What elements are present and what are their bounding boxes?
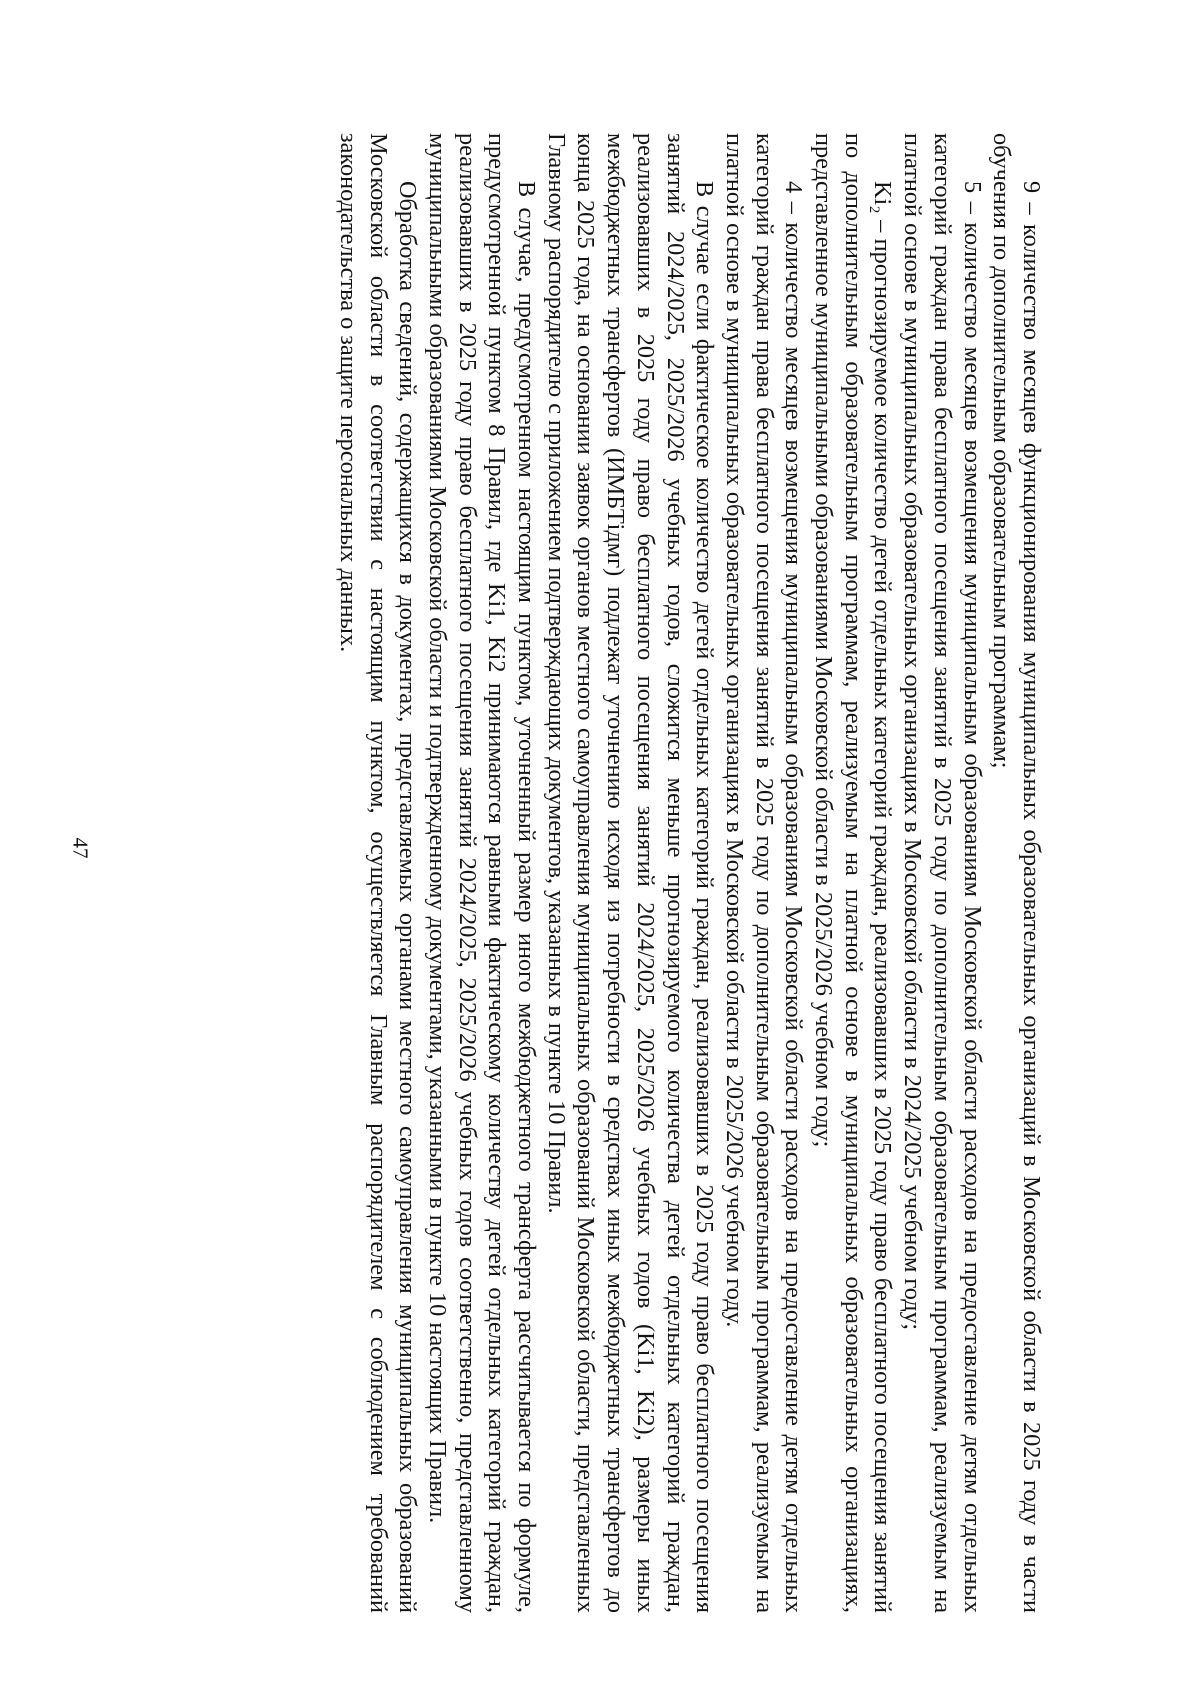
paragraph: Обработка сведений, содержащихся в документах, представляемых органами местного самоуправления муниципальных образований Московской области в соответствии с настоящим пунктом, осуществляется Главным распорядителем с соблюдением требований законодательства о защите персональных данных. xyxy=(334,133,422,1613)
paragraph: 4 – количество месяцев возмещения муниципальным образованиям Московской области расходов на предоставление детям отдельных категорий граждан права бесплатного посещения занятий в 2025 году по дополнительным образовательным программам, реализуемым на платной основе в муниципальных образовательных организациях в Московской области в 2025/2026 учебном году. xyxy=(720,133,808,1613)
document-text xyxy=(333,133,1046,1613)
document-body xyxy=(156,133,1046,1613)
paragraph: В случае если фактическое количество детей отдельных категорий граждан, реализовавших в 2025 году право бесплатного посещения занятий 2024/2025, 2025/2026 учебных годов, сложится меньше прогнозируемого количества детей отдельных категорий граждан, реализовавших в 2025 году право бесплатного посещения занятий 2024/2025, 2025/2026 учебных годов (Ki1, Ki2), размеры иных межбюджетных трансфертов (ИМБТiдмг) подлежат уточнению исходя из потребности в средствах иных межбюджетных трансфертов до конца 2025 года, на основании заявок органов местного самоуправления муниципальных образований Московской области, представленных Главному распорядителю с приложением подтверждающих документов, указанных в пункте 10 Правил. xyxy=(542,133,719,1613)
paragraph: Ki₂ – прогнозируемое количество детей отдельных категорий граждан, реализовавших в 2025 году право бесплатного посещения занятий по дополнительным образовательным программам, реализуемым на платной основе в муниципальных образовательных организациях, представленное муниципальными образованиями Московской области в 2025/2026 учебном году; xyxy=(810,133,897,1613)
page-number: 47 xyxy=(68,837,93,859)
paragraph: 9 – количество месяцев функционирования муниципальных образовательных организаций в Московской области в 2025 году в части обучения по дополнительным образовательным программам; xyxy=(988,133,1045,1613)
paragraph: В случае, предусмотренном настоящим пунктом, уточненный размер иного межбюджетного трансферта рассчитывается по формуле, предусмотренной пунктом 8 Правил, где Ki1, Ki2 принимаются равными фактическому количеству детей отдельных категорий граждан, реализовавших в 2025 году право бесплатного посещения занятий 2024/2025, 2025/2026 учебных годов соответственно, представленному муниципальными образованиями Московской области и подтвержденному документами, указанными в пункте 10 настоящих Правил. xyxy=(423,133,541,1613)
paragraph: 5 – количество месяцев возмещения муниципальным образованиям Московской области расходов на предоставление детям отдельных категорий граждан права бесплатного посещения занятий в 2025 году по дополнительным образовательным программам, реализуемым на платной основе в муниципальных образовательных организациях в Московской области в 2024/2025 учебном году; xyxy=(899,133,986,1613)
